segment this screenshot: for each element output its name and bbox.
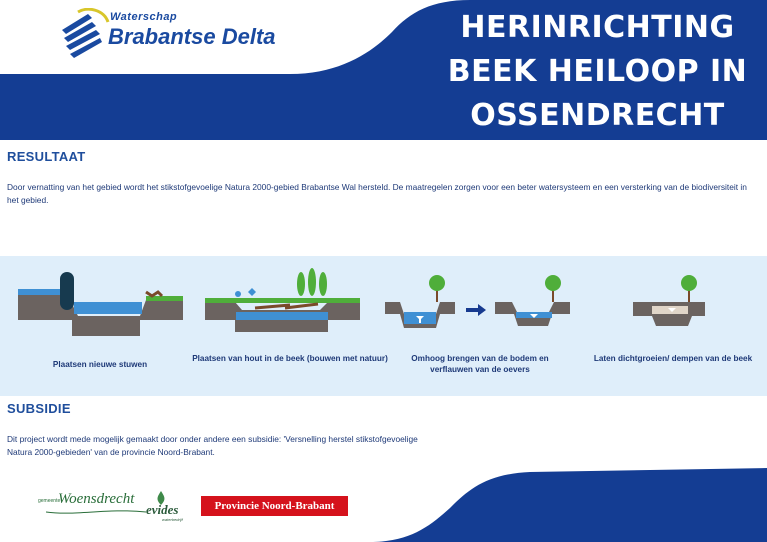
step-4-caption: Laten dichtgroeien/ dempen van de beek bbox=[593, 354, 753, 363]
subsidie-text: Dit project wordt mede mogelijk gemaakt door onder andere een subsidie: 'Versnelling herstel stikstofgevoelige Natura 2000-gebieden' van de provincie Noord-Brabant. bbox=[7, 434, 418, 457]
measures-illustrations bbox=[0, 256, 767, 396]
title-line-3: OSSENDRECHT bbox=[470, 98, 725, 133]
title-line-2: BEEK HEILOOP IN bbox=[447, 54, 748, 89]
step-1-caption: Plaatsen nieuwe stuwen bbox=[52, 360, 148, 369]
wood-in-stream-illustration bbox=[205, 268, 360, 332]
evides-logo bbox=[146, 491, 196, 523]
weir-illustration bbox=[18, 272, 183, 336]
resultaat-text: Door vernatting van het gebied wordt het stikstofgevoelige Natura 2000-gebied Brabantse Wal hersteld. De maatregelen zorgen voor een beter watersysteem en een versterking van de biodiversiteit in het gebied. bbox=[7, 182, 747, 205]
provincie-noord-brabant-logo: Provincie Noord-Brabant bbox=[201, 496, 348, 516]
page-title bbox=[430, 6, 765, 138]
woensdrecht-prefix: gemeente bbox=[38, 498, 61, 504]
evides-subtitle: waterbedrijf bbox=[162, 517, 183, 522]
evides-name: evides bbox=[146, 502, 179, 517]
woensdrecht-name: Woensdrecht bbox=[58, 491, 135, 507]
step-3-caption: Omhoog brengen van de bodem en verflauwen van de oevers bbox=[411, 354, 549, 374]
step-2-caption: Plaatsen van hout in de beek (bouwen met natuur) bbox=[192, 354, 388, 363]
title-line-1: HERINRICHTING bbox=[460, 10, 735, 45]
subsidie-heading: SUBSIDIE bbox=[7, 401, 71, 416]
woensdrecht-logo bbox=[38, 490, 148, 520]
logo-waterschap-text: Waterschap bbox=[110, 11, 178, 23]
measures-illustration-band bbox=[0, 256, 767, 396]
raise-bed-before-illustration bbox=[385, 275, 455, 328]
waterschap-logo bbox=[58, 8, 298, 64]
resultaat-heading: RESULTAAT bbox=[7, 149, 86, 164]
woensdrecht-swoosh-icon bbox=[46, 508, 146, 516]
waterschap-emblem-icon bbox=[58, 8, 112, 64]
logo-brabantse-delta-text: Brabantse Delta bbox=[108, 24, 276, 49]
fill-stream-illustration bbox=[633, 275, 705, 326]
footer-background bbox=[370, 468, 767, 542]
arrow-right-icon bbox=[466, 304, 486, 316]
raise-bed-after-illustration bbox=[495, 275, 570, 326]
